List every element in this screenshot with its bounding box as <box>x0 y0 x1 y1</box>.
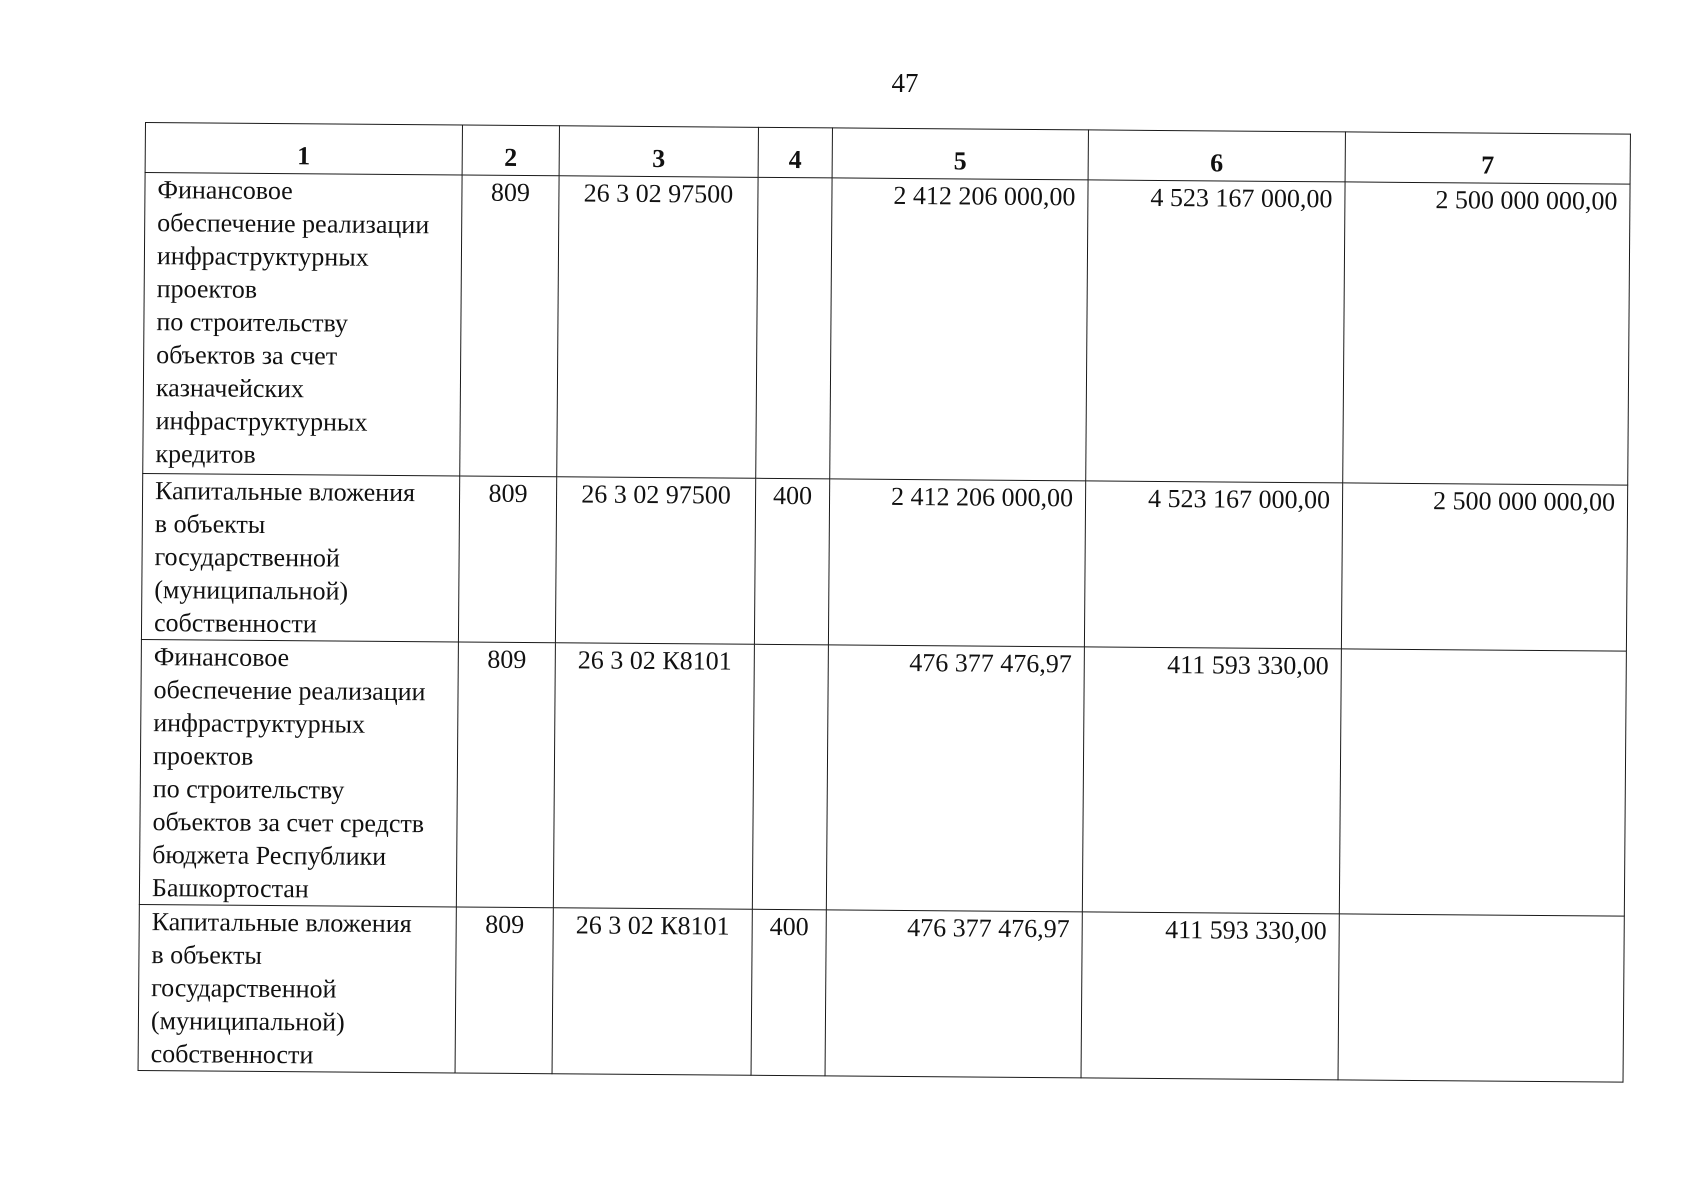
amount-cell-col5: 2 412 206 000,00 <box>830 178 1088 481</box>
column-header: 1 <box>145 123 462 175</box>
amount-cell-col7: 2 500 000 000,00 <box>1343 182 1630 485</box>
amount-cell-col6: 411 593 330,00 <box>1082 647 1341 914</box>
amount-cell-col6: 411 593 330,00 <box>1081 912 1339 1080</box>
column-header: 5 <box>832 128 1088 180</box>
row-name-cell: Финансовое обеспечение реализации инфраструктурных проектов по строительству объектов за счет казначейских инфраструктурных кредитов <box>143 173 462 476</box>
admin-code-cell: 809 <box>458 476 556 643</box>
budget-table <box>138 122 1631 1083</box>
expense-type-cell <box>756 177 832 479</box>
amount-cell-col7 <box>1339 649 1626 916</box>
row-name-cell: Финансовое обеспечение реализации инфраструктурных проектов по строительству объектов за счет средств бюджета Республики Башкортостан <box>139 639 458 906</box>
amount-cell-col7: 2 500 000 000,00 <box>1341 483 1627 651</box>
expense-type-cell <box>752 644 828 910</box>
expense-type-cell: 400 <box>751 909 826 1076</box>
admin-code-cell: 809 <box>460 175 559 477</box>
target-article-cell: 26 3 02 К8101 <box>552 908 752 1076</box>
page-number: 47 <box>891 68 919 98</box>
row-name-cell: Капитальные вложения в объекты государственной (муниципальной) собственности <box>141 473 459 641</box>
amount-cell-col7 <box>1338 914 1624 1082</box>
amount-cell-col6: 4 523 167 000,00 <box>1084 481 1342 649</box>
column-header: 2 <box>462 125 559 176</box>
amount-cell-col5: 476 377 476,97 <box>826 645 1084 912</box>
admin-code-cell: 809 <box>455 907 553 1074</box>
column-header: 6 <box>1088 130 1345 182</box>
column-header: 3 <box>559 126 758 178</box>
table-row <box>138 904 1624 1082</box>
expense-type-cell: 400 <box>754 478 829 645</box>
table-row <box>139 639 1626 916</box>
column-header: 7 <box>1345 132 1630 184</box>
amount-cell-col5: 2 412 206 000,00 <box>828 479 1085 647</box>
admin-code-cell: 809 <box>456 642 555 908</box>
target-article-cell: 26 3 02 97500 <box>555 477 755 645</box>
budget-table-container <box>138 122 1630 1083</box>
target-article-cell: 26 3 02 К8101 <box>553 643 754 910</box>
target-article-cell: 26 3 02 97500 <box>557 176 758 479</box>
amount-cell-col5: 476 377 476,97 <box>825 910 1082 1078</box>
table-row <box>143 173 1630 486</box>
table-row <box>141 473 1627 651</box>
amount-cell-col6: 4 523 167 000,00 <box>1086 180 1345 483</box>
column-header: 4 <box>758 127 832 178</box>
row-name-cell: Капитальные вложения в объекты государственной (муниципальной) собственности <box>138 904 456 1072</box>
